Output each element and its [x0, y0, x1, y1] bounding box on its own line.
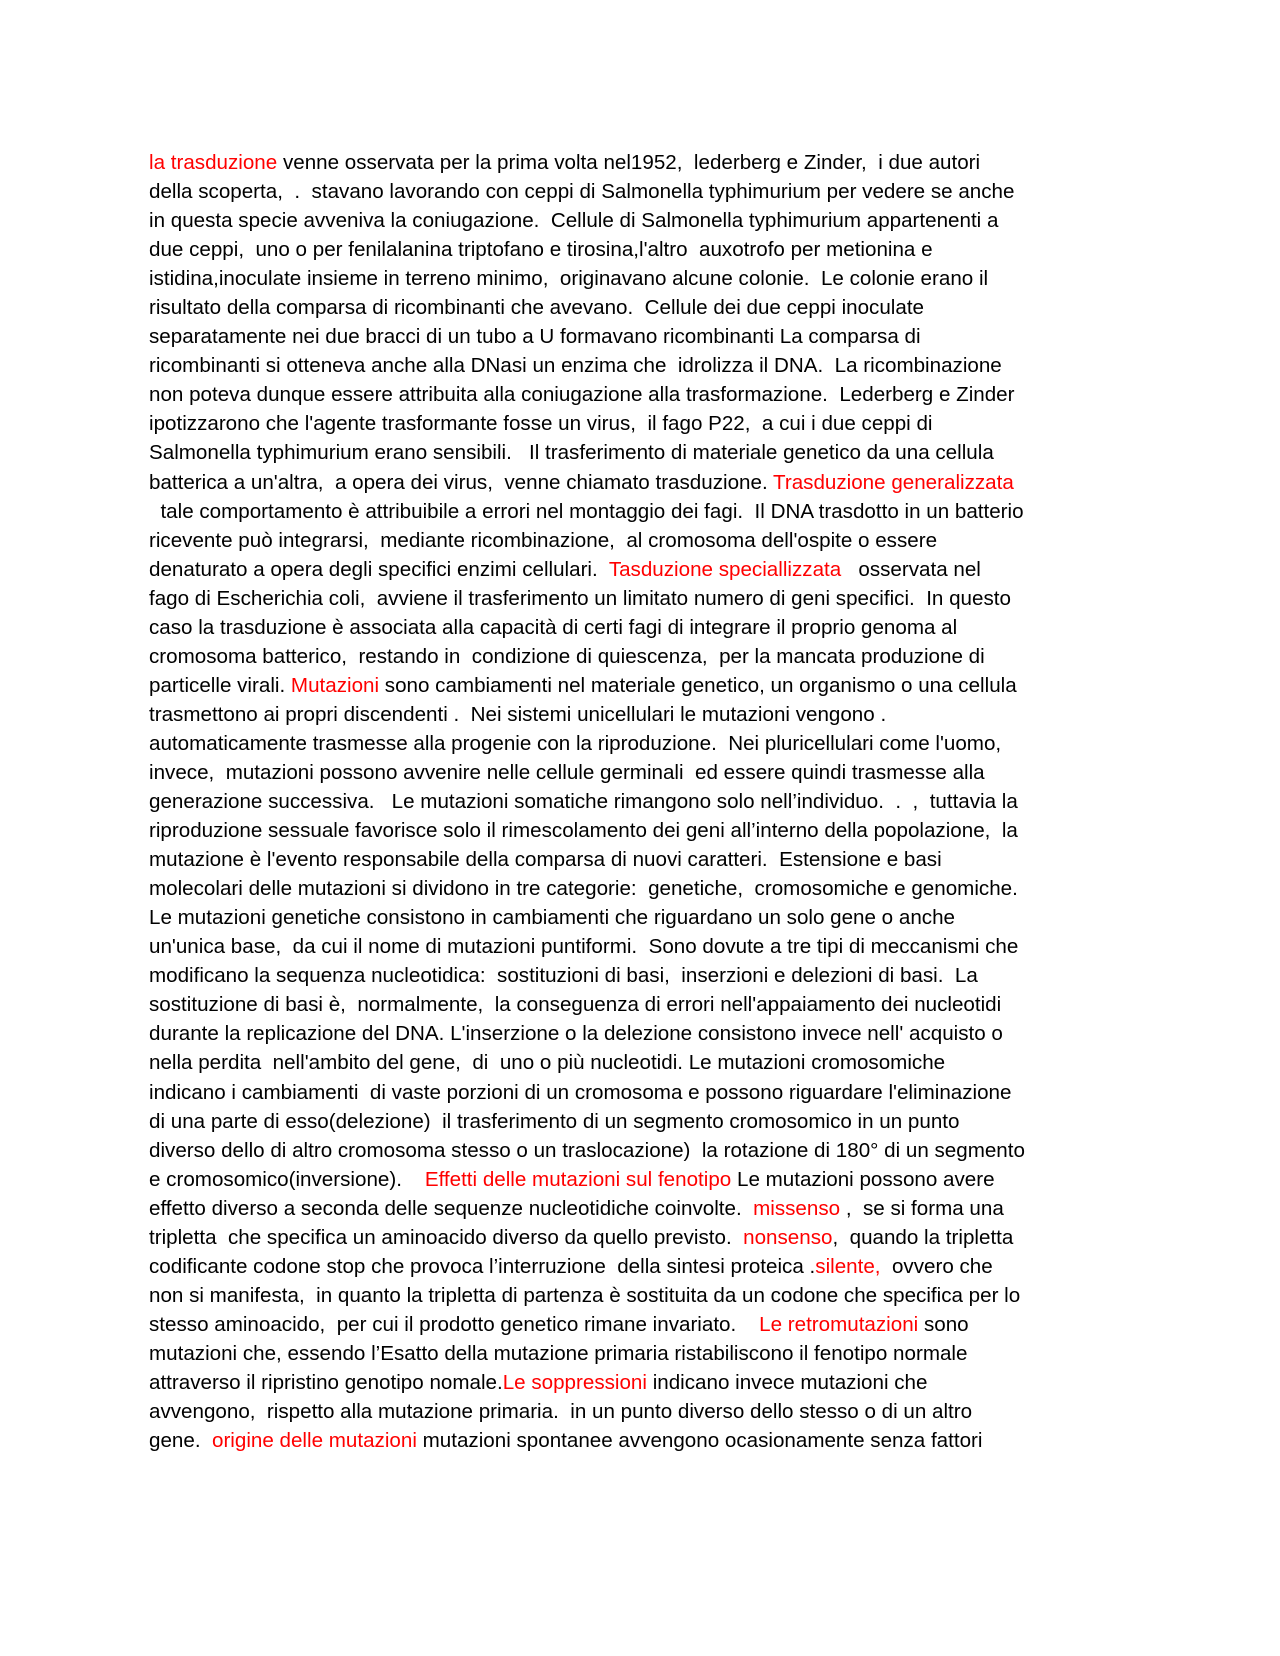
text-line: [149, 729, 1149, 758]
body-text: separatamente nei due bracci di un tubo a U formavano ricombinanti La comparsa di: [149, 325, 921, 349]
text-line: [149, 380, 1149, 409]
body-text: venne osservata per la prima volta nel1952, lederberg e Zinder, i due autori: [277, 151, 981, 174]
document-text: [149, 148, 1149, 1455]
body-text: sostituzione di basi è, normalmente, la conseguenza di errori nell'appaiamento dei nucleotidi: [149, 993, 1002, 1017]
body-text: sono: [918, 1312, 969, 1336]
text-line: [149, 1019, 1149, 1048]
body-text: Le mutazioni genetiche consistono in cambiamenti che riguardano un solo gene o anche: [149, 906, 955, 930]
body-text: denaturato a opera degli specifici enzimi cellulari.: [149, 557, 609, 581]
body-text: codificante codone stop che provoca l’interruzione della sintesi proteica .: [149, 1254, 816, 1278]
highlighted-term: Tasduzione speciallizzata: [608, 557, 842, 581]
text-line: [149, 845, 1149, 874]
text-line: [149, 961, 1149, 990]
text-line: [149, 526, 1149, 555]
text-line: [149, 700, 1149, 729]
body-text: , quando la tripletta: [832, 1225, 1014, 1249]
body-text: caso la trasduzione è associata alla capacità di certi fagi di integrare il proprio genoma al: [149, 615, 958, 639]
body-text: istidina,inoculate insieme in terreno minimo, originavano alcune colonie. Le colonie erano il: [149, 267, 989, 291]
body-text: non si manifesta, in quanto la tripletta di partenza è sostituita da un codone che specifica per lo: [149, 1283, 1021, 1307]
text-line: [149, 351, 1149, 380]
text-line: [149, 1136, 1149, 1165]
highlighted-term: Le soppressioni: [502, 1370, 647, 1394]
body-text: risultato della comparsa di ricombinanti che avevano. Cellule dei due ceppi inoculate: [149, 296, 925, 320]
body-text: mutazioni spontanee avvengono ocasionamente senza fattori: [416, 1429, 983, 1453]
body-text: indicano invece mutazioni che: [646, 1370, 928, 1394]
body-text: gene.: [149, 1429, 212, 1453]
text-line: [149, 1223, 1149, 1252]
text-line: [149, 642, 1149, 671]
body-text: modificano la sequenza nucleotidica: sostituzioni di basi, inserzioni e delezioni di basi. La: [149, 964, 978, 988]
highlighted-term: Le retromutazioni: [759, 1312, 919, 1336]
body-text: mutazione è l'evento responsabile della comparsa di nuovi caratteri. Estensione e basi: [149, 848, 942, 872]
text-line: [149, 1397, 1149, 1426]
text-line: [149, 497, 1149, 526]
text-line: [149, 1426, 1149, 1455]
body-text: nella perdita nell'ambito del gene, di uno o più nucleotidi. Le mutazioni cromosomiche: [149, 1051, 946, 1075]
body-text: molecolari delle mutazioni si dividono in tre categorie: genetiche, cromosomiche e genomiche.: [149, 877, 1018, 901]
body-text: invece, mutazioni possono avvenire nelle cellule germinali ed essere quindi trasmesse alla: [149, 760, 985, 784]
text-line: [149, 1339, 1149, 1368]
body-text: particelle virali.: [149, 673, 291, 697]
body-text: mutazioni che, essendo l’Esatto della mutazione primaria ristabiliscono il fenotipo normale: [149, 1341, 968, 1365]
text-line: [149, 874, 1149, 903]
text-line: [149, 409, 1149, 438]
body-text: e cromosomico(inversione).: [149, 1167, 425, 1191]
text-line: [149, 787, 1149, 816]
body-text: batterica a un'altra, a opera dei virus, venne chiamato trasduzione.: [149, 470, 774, 494]
text-line: [149, 584, 1149, 613]
body-text: , se si forma una: [840, 1196, 1004, 1220]
body-text: indicano i cambiamenti di vaste porzioni di un cromosoma e possono riguardare l'eliminazione: [149, 1080, 1012, 1104]
text-line: [149, 206, 1149, 235]
text-line: [149, 264, 1149, 293]
text-line: [149, 293, 1149, 322]
text-line: [149, 932, 1149, 961]
body-text: tale comportamento è attribuibile a errori nel montaggio dei fagi. Il DNA trasdotto in un batterio: [149, 499, 1024, 523]
highlighted-term: missenso: [753, 1196, 841, 1220]
text-line: [149, 1310, 1149, 1339]
body-text: trasmettono ai propri discendenti . Nei sistemi unicellulari le mutazioni vengono .: [149, 702, 887, 726]
body-text: Le mutazioni possono avere: [731, 1167, 995, 1191]
body-text: ipotizzarono che l'agente trasformante fosse un virus, il fago P22, a cui i due ceppi di: [149, 412, 933, 436]
body-text: generazione successiva. Le mutazioni somatiche rimangono solo nell’individuo. . , tuttavia la: [149, 790, 1018, 814]
highlighted-term: Trasduzione generalizzata: [773, 470, 1014, 494]
body-text: tripletta che specifica un aminoacido diverso da quello previsto.: [149, 1225, 744, 1249]
text-line: [149, 555, 1149, 584]
highlighted-term: silente,: [815, 1254, 881, 1278]
body-text: attraverso il ripristino genotipo nomale.: [149, 1370, 503, 1394]
text-line: [149, 758, 1149, 787]
text-line: [149, 235, 1149, 264]
text-line: [149, 1165, 1149, 1194]
body-text: osservata nel: [841, 557, 981, 581]
body-text: Salmonella typhimurium erano sensibili. Il trasferimento di materiale genetico da una cellula: [149, 441, 994, 465]
text-line: [149, 148, 1149, 177]
text-line: [149, 468, 1149, 497]
text-line: [149, 1252, 1149, 1281]
body-text: effetto diverso a seconda delle sequenze nucleotidiche coinvolte.: [149, 1196, 754, 1220]
body-text: ovvero che: [880, 1254, 993, 1278]
body-text: automaticamente trasmesse alla progenie con la riproduzione. Nei pluricellulari come l'uomo,: [149, 731, 1002, 755]
body-text: di una parte di esso(delezione) il trasferimento di un segmento cromosomico in un punto: [149, 1109, 960, 1133]
body-text: stesso aminoacido, per cui il prodotto genetico rimane invariato.: [149, 1312, 760, 1336]
text-line: [149, 1368, 1149, 1397]
text-line: [149, 1078, 1149, 1107]
text-line: [149, 1048, 1149, 1077]
highlighted-term: Mutazioni: [290, 673, 380, 697]
body-text: sono cambiamenti nel materiale genetico, un organismo o una cellula: [379, 673, 1017, 697]
text-line: [149, 671, 1149, 700]
highlighted-term: la trasduzione: [149, 151, 278, 174]
text-line: [149, 990, 1149, 1019]
text-line: [149, 613, 1149, 642]
text-line: [149, 903, 1149, 932]
text-line: [149, 816, 1149, 845]
highlighted-term: nonsenso: [743, 1225, 833, 1249]
body-text: non poteva dunque essere attribuita alla coniugazione alla trasformazione. Lederberg e Zinder: [149, 383, 1015, 407]
text-line: [149, 1194, 1149, 1223]
body-text: un'unica base, da cui il nome di mutazioni puntiformi. Sono dovute a tre tipi di meccanismi che: [149, 935, 1019, 959]
body-text: ricevente può integrarsi, mediante ricombinazione, al cromosoma dell'ospite o essere: [149, 528, 938, 552]
body-text: della scoperta, . stavano lavorando con ceppi di Salmonella typhimurium per vedere se anche: [149, 180, 1015, 204]
body-text: avvengono, rispetto alla mutazione primaria. in un punto diverso dello stesso o di un altro: [149, 1400, 973, 1424]
body-text: in questa specie avveniva la coniugazione. Cellule di Salmonella typhimurium appartenenti a: [149, 209, 999, 233]
body-text: riproduzione sessuale favorisce solo il rimescolamento dei geni all’interno della popolazione, la: [149, 819, 1018, 843]
text-line: [149, 1281, 1149, 1310]
text-line: [149, 1107, 1149, 1136]
body-text: durante la replicazione del DNA. L'inserzione o la delezione consistono invece nell' acquisto o: [149, 1022, 1003, 1046]
highlighted-term: origine delle mutazioni: [211, 1429, 417, 1453]
text-line: [149, 322, 1149, 351]
body-text: fago di Escherichia coli, avviene il trasferimento un limitato numero di geni specifici. In questo: [149, 586, 1011, 610]
body-text: cromosoma batterico, restando in condizione di quiescenza, per la mancata produzione di: [149, 644, 985, 668]
body-text: due ceppi, uno o per fenilalanina triptofano e tirosina,l'altro auxotrofo per metionina e: [149, 238, 933, 262]
highlighted-term: Effetti delle mutazioni sul fenotipo: [424, 1167, 732, 1191]
text-line: [149, 177, 1149, 206]
body-text: diverso dello di altro cromosoma stesso o un traslocazione) la rotazione di 180° di un segmento: [149, 1138, 1025, 1162]
body-text: ricombinanti si otteneva anche alla DNasi un enzima che idrolizza il DNA. La ricombinazione: [149, 354, 1002, 378]
text-line: [149, 438, 1149, 467]
